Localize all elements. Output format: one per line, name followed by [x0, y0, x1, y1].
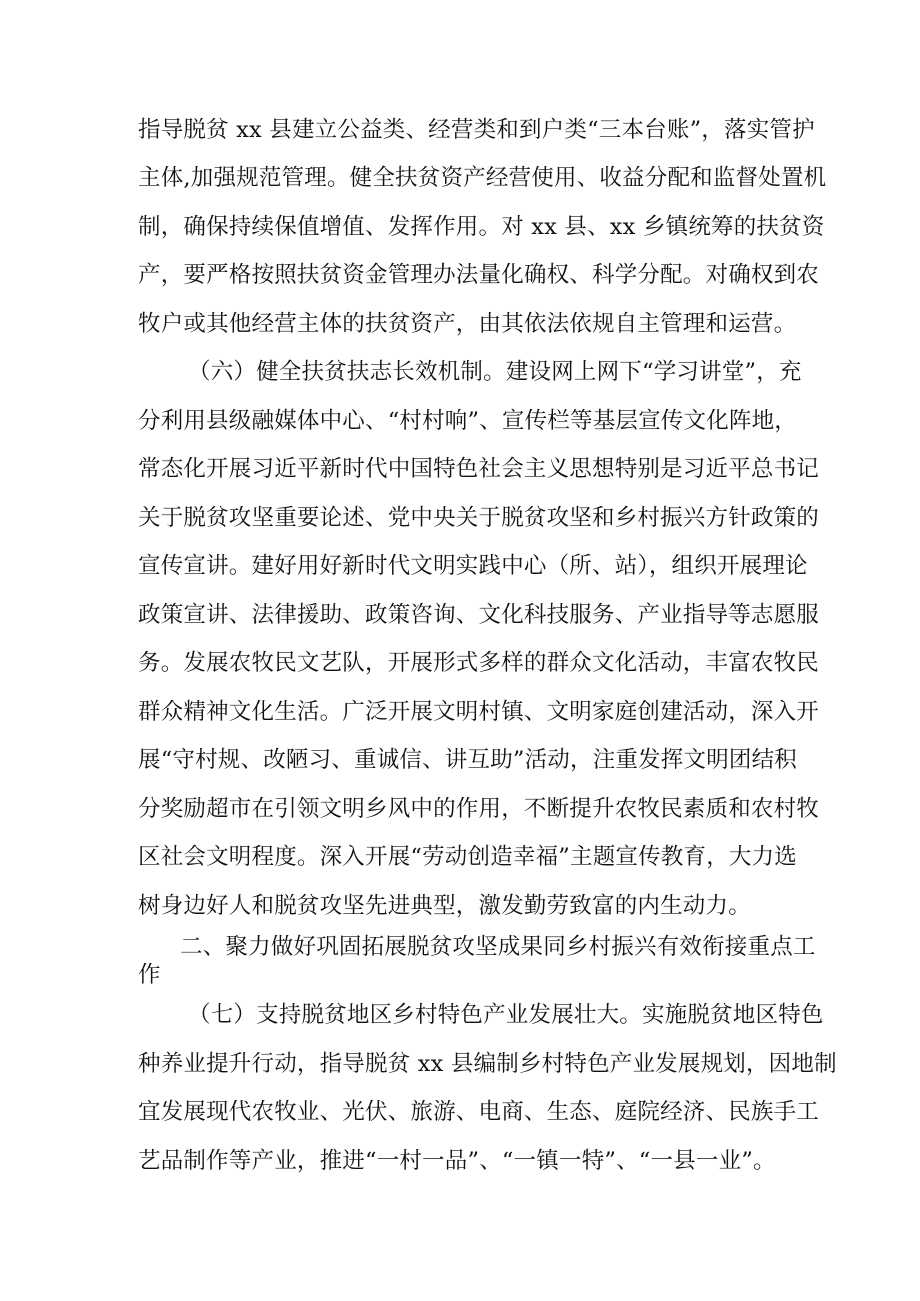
text-line-23: 艺品制作等产业，推进“一村一品”、“一镇一特”、“一县一业”。	[138, 1148, 776, 1174]
text-line-17: 树身边好人和脱贫攻坚先进典型，激发勤劳致富的内生动力。	[138, 893, 751, 919]
section-heading-continuation: 作	[138, 962, 161, 988]
text-line-13: 群众精神文化生活。广泛开展文明村镇、文明家庭创建活动，深入开	[138, 699, 820, 725]
text-line-2: 主体,加强规范管理。健全扶贫资产经营使用、收益分配和监督处置机	[138, 165, 827, 191]
text-line-8: 常态化开展习近平新时代中国特色社会主义思想特别是习近平总书记	[138, 456, 820, 482]
text-line-3: 制，确保持续保值增值、发挥作用。对 xx 县、xx 乡镇统筹的扶贫资	[138, 214, 825, 240]
text-line-1: 指导脱贫 xx 县建立公益类、经营类和到户类“三本台账”，落实管护	[138, 117, 815, 143]
text-line-14: 展“守村规、改陋习、重诚信、讲互助”活动，注重发挥文明团结积	[138, 747, 798, 773]
text-line-10: 宣传宣讲。建好用好新时代文明实践中心（所、站），组织开展理论	[138, 553, 808, 579]
paragraph-6-heading-line: （六）健全扶贫扶志长效机制。建设网上网下“学习讲堂”，充	[188, 359, 802, 385]
text-line-21: 种养业提升行动，指导脱贫 xx 县编制乡村特色产业发展规划，因地制	[138, 1051, 837, 1077]
text-line-15: 分奖励超市在引领文明乡风中的作用，不断提升农牧民素质和农村牧	[138, 796, 820, 822]
paragraph-7-heading-line: （七）支持脱贫地区乡村特色产业发展壮大。实施脱贫地区特色	[188, 1002, 824, 1028]
section-heading-line: 二、聚力做好巩固拓展脱贫攻坚成果同乡村振兴有效衔接重点工	[180, 934, 816, 960]
text-line-7: 分利用县级融媒体中心、“村村响”、宣传栏等基层宣传文化阵地，	[138, 408, 798, 434]
text-line-11: 政策宣讲、法律援助、政策咨询、文化科技服务、产业指导等志愿服	[138, 602, 820, 628]
text-line-4: 产，要严格按照扶贫资金管理办法量化确权、科学分配。对确权到农	[138, 262, 820, 288]
text-line-5: 牧户或其他经营主体的扶贫资产，由其依法依规自主管理和运营。	[138, 311, 797, 337]
text-line-9: 关于脱贫攻坚重要论述、党中央关于脱贫攻坚和乡村振兴方针政策的	[138, 505, 820, 531]
text-line-22: 宜发展现代农牧业、光伏、旅游、电商、生态、庭院经济、民族手工	[138, 1099, 820, 1125]
text-line-16: 区社会文明程度。深入开展“劳动创造幸福”主题宣传教育，大力选	[138, 844, 798, 870]
text-line-12: 务。发展农牧民文艺队，开展形式多样的群众文化活动，丰富农牧民	[138, 650, 820, 676]
